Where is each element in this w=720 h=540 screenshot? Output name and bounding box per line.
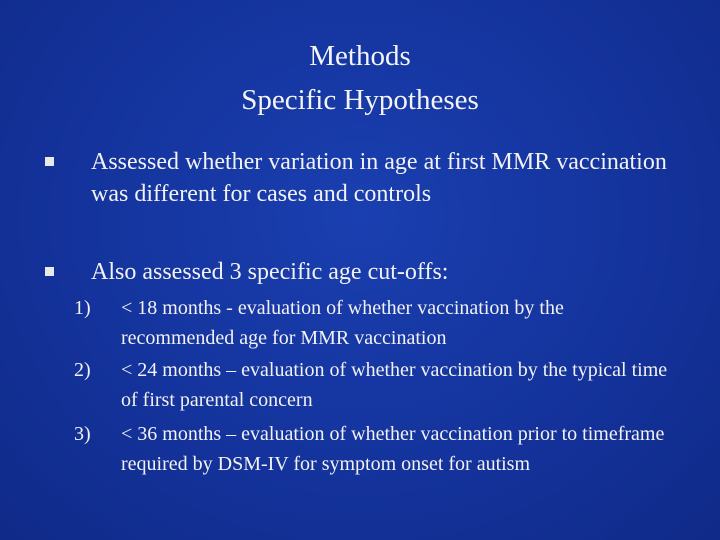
slide-title [0, 34, 720, 122]
sub-item-number-3: 3) [74, 423, 91, 445]
bullet-text-1: Assessed whether variation in age at first MMR vaccination was different for cases and controls [91, 149, 667, 207]
sub-item-text-3: < 36 months – evaluation of whether vaccination prior to timeframe required by DSM-IV for symptom onset for autism [121, 423, 665, 475]
sub-item-text-1: < 18 months - evaluation of whether vaccination by the recommended age for MMR vaccination [121, 297, 564, 349]
square-bullet-icon [45, 267, 54, 276]
title-line-2: Specific Hypotheses [241, 84, 479, 116]
title-line-1: Methods [309, 40, 411, 72]
sub-item-text-2: < 24 months – evaluation of whether vaccination by the typical time of first parental concern [121, 359, 668, 411]
bullet-text-2: Also assessed 3 specific age cut-offs: [91, 259, 449, 285]
sub-item-number-1: 1) [74, 297, 91, 319]
square-bullet-icon [45, 157, 54, 166]
sub-item-number-2: 2) [74, 359, 91, 381]
